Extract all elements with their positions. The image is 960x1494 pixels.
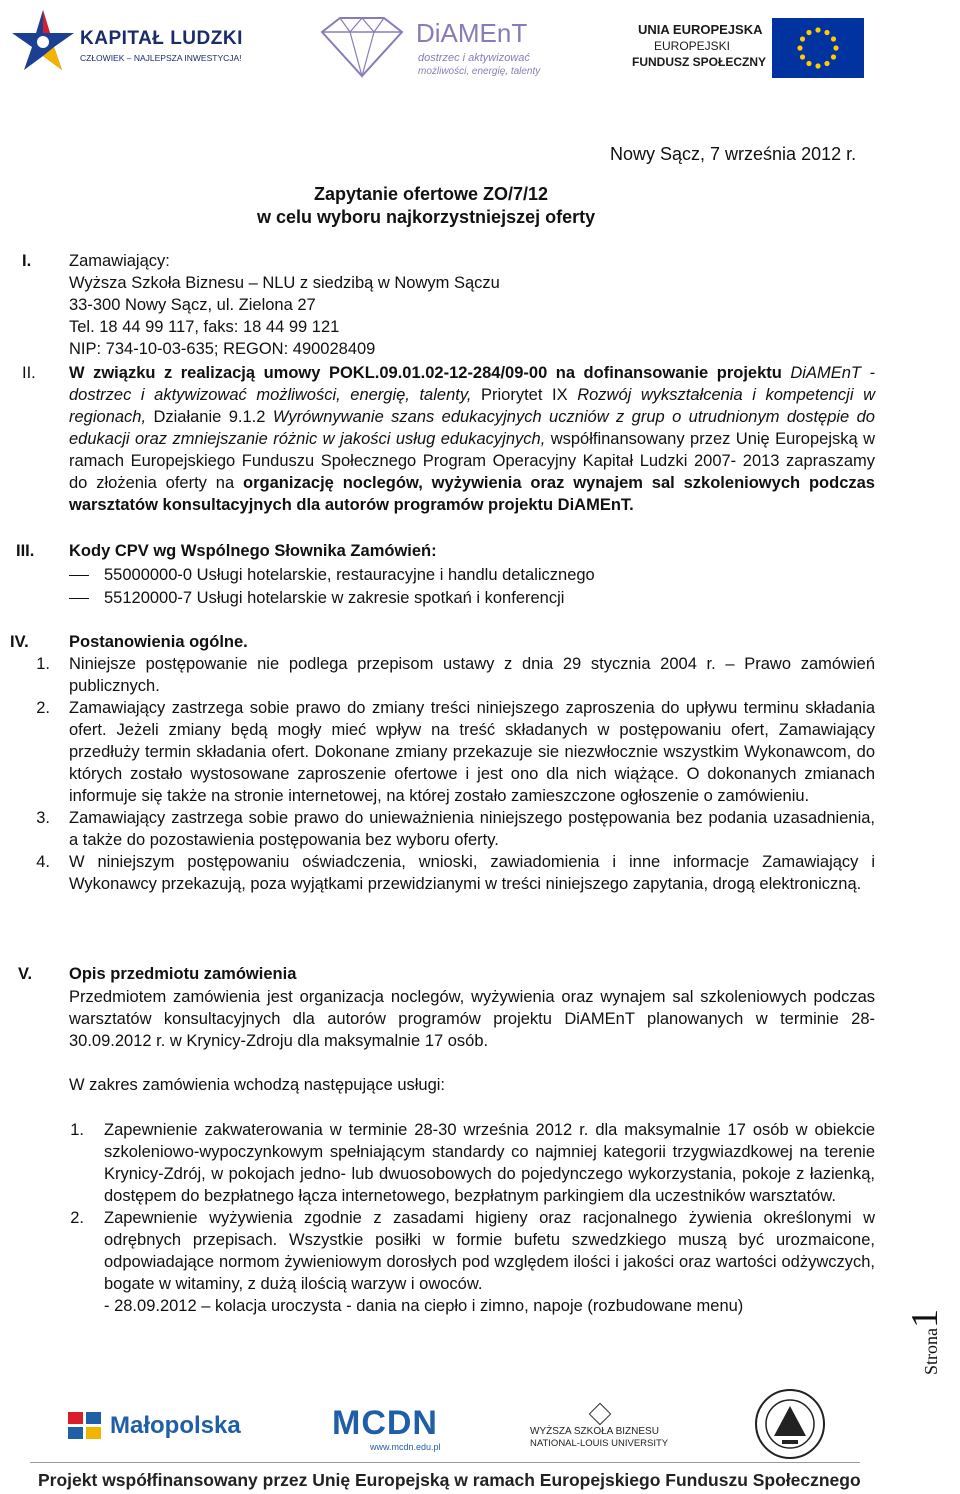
footer-text: Projekt współfinansowany przez Unię Europejską w ramach Europejskiego Funduszu Społecznego [38,1470,861,1490]
eu-line2: EUROPEJSKI [654,39,731,53]
document-date: Nowy Sącz, 7 września 2012 r. [610,144,857,164]
section2-body: współfinansowany przez Unię Europejską w ramach Europejskiego Funduszu Społecznego Program Operacyjny Kapitał Ludzki 2007- 2013 zapraszamy do złożenia oferty na [69,430,876,492]
cpv-item-text: 55120000-7 Usługi hotelarskie w zakresie spotkań i konferencji [104,589,565,607]
document-title-line1: Zapytanie ofertowe ZO/7/12 [314,184,549,204]
section2-action: Działanie 9.1.2 [146,408,273,426]
malopolska-emblem-icon [66,1408,106,1444]
list-item [0,851,875,895]
list-item [0,807,875,851]
cpv-item [69,564,869,586]
page-indicator [904,1290,960,1380]
document-title-line2: w celu wyboru najkorzystniejszej oferty [257,207,596,227]
diament-logo [312,14,552,84]
kapital-ludzki-logo [8,6,258,76]
section2-number: II. [22,364,36,382]
section1-line: Tel. 18 44 99 117, faks: 18 44 99 121 [69,318,340,336]
wsb-emblem-icon [589,1403,612,1426]
section4-list [0,653,875,895]
section2-paragraph [69,362,875,516]
cpv-item-text: 55000000-0 Usługi hotelarskie, restauracyjne i handlu detalicznego [104,566,595,584]
section5-list [0,1119,875,1317]
section1-line: 33-300 Nowy Sącz, ul. Zielona 27 [69,296,316,314]
section1-number: I. [22,252,32,270]
university-seal-icon [754,1388,826,1460]
section5-note: - 28.09.2012 – kolacja uroczysta - dania na ciepło i zimno, napoje (rozbudowane menu) [104,1297,744,1315]
section2-lead: W związku z realizacją umowy POKL.09.01.02-12-284/09-00 na dofinansowanie projektu [69,364,782,382]
cpv-list [69,564,869,609]
diamond-icon [312,14,412,80]
mcdn-logo [326,1404,496,1454]
section4-title: Postanowienia ogólne. [69,633,248,651]
section1-block [69,250,889,360]
list-item-text: W niniejszym postępowaniu oświadczenia, wnioski, zawiadomienia i inne informacje Zamawiający i Wykonawcy przekazują, poza wyjątkami przewidzianymi w treści niniejszego zapytania, drogą elektroniczną. [69,853,875,893]
kapital-ludzki-subtitle: CZŁOWIEK – NAJLEPSZA INWESTYCJA! [80,53,242,63]
page-label: Strona [921,1328,941,1375]
list-item-text: Zamawiający zastrzega sobie prawo do unieważnienia niniejszego postępowania bez podania uzasadnienia, a także do pozostawienia postępowania bez wyboru oferty. [69,809,875,849]
list-item-number: 4. [36,853,50,871]
list-item [0,1207,875,1295]
section5-intro2: W zakres zamówienia wchodzą następujące usługi: [69,1076,446,1094]
list-item [0,653,875,697]
section2-priority: Priorytet IX [471,386,578,404]
section2-project-name: DiAMEnT - dostrzec i aktywizować możliwości, energię, talenty, [69,364,875,404]
section1-line: Wyższa Szkoła Biznesu – NLU z siedzibą w Nowym Sączu [69,274,500,292]
list-item-number: 3. [36,809,50,827]
footer-divider [30,1462,860,1463]
section5-number: V. [18,965,33,983]
diament-title: DiAMEnT [416,18,528,48]
section1-line: NIP: 734-10-03-635; REGON: 490028409 [69,340,376,358]
list-item-number: 1. [36,655,50,673]
section3-number: III. [16,542,35,560]
list-item-text: Zapewnienie zakwaterowania w terminie 28-30 września 2012 r. dla maksymalnie 17 osób w obiekcie szkoleniowo-wypoczynkowym spełniającym standardy co najmniej kategorii trzygwiazdkowej na terenie Krynicy-Zdrój, w pokojach jedno- lub dwuosobowych do pojedynczego wykorzystania, pokoje z łazienką, dostępem do bezpłatnego łącza internetowego, bezpłatnym parkingiem dla uczestników warsztatów. [104,1121,875,1205]
section4-number: IV. [10,633,29,651]
wsb-line2: NATIONAL-LOUIS UNIVERSITY [530,1438,669,1449]
list-item-text: Zamawiający zastrzega sobie prawo do zmiany treści niniejszego zaproszenia do upływu terminu składania ofert. Jeżeli zmiany będą mogły mieć wpływ na treść składanych w postępowaniu ofert, Zamawiający przedłuży termin składania ofert. Dokonane zmiany przekazuje sie niezwłocznie wszystkim Wykonawcom, do których zostało wystosowane zaproszenie ofertowe i jest ono dla nich wiążące. O dokonanych zmianach informuje się także na stronie internetowej, na której zostało zamieszczone ogłoszenie o zamówieniu. [69,699,875,805]
eu-line3: FUNDUSZ SPOŁECZNY [632,55,767,69]
mcdn-title: MCDN [332,1404,438,1442]
section2-priority-name: Rozwój wykształcenia i kompetencji w regionach, [69,386,875,426]
kapital-ludzki-star-icon [8,6,78,76]
list-item-number: 1. [70,1121,84,1139]
wsb-line1: WYŻSZA SZKOŁA BIZNESU [530,1426,659,1437]
section2-subject: organizację noclegów, wyżywienia oraz wynajem sal szkoleniowych podczas warsztatów konsultacyjnych dla autorów programów projektu DiAMEnT. [69,474,875,514]
section1-label: Zamawiający: [69,252,170,270]
list-item [0,697,875,807]
wsb-logo [522,1418,692,1452]
diament-line1: dostrzec i aktywizować [418,52,530,64]
diament-line2: możliwości, energię, talenty [418,66,541,77]
section5-title: Opis przedmiotu zamówienia [69,965,297,983]
list-item [0,1119,875,1207]
list-item-text: Niniejsze postępowanie nie podlega przepisom ustawy z dnia 29 stycznia 2004 r. – Prawo zamówień publicznych. [69,655,875,695]
cpv-item [69,587,869,609]
list-item-number: 2. [36,699,50,717]
section5-intro: Przedmiotem zamówienia jest organizacja noclegów, wyżywienia oraz wynajem sal szkoleniowych podczas warsztatów konsultacyjnych dla autorów programów projektu DiAMEnT planowanych w terminie 28-30.09.2012 r. w Krynicy-Zdroju dla maksymalnie 17 osób. [69,988,875,1050]
eu-logo [630,20,870,80]
eu-flag-icon [772,18,864,78]
mcdn-url: www.mcdn.edu.pl [370,1442,441,1452]
malopolska-logo [66,1408,256,1448]
eu-line1: UNIA EUROPEJSKA [638,22,763,37]
kapital-ludzki-title: KAPITAŁ LUDZKI [80,28,243,49]
list-item-number: 2. [70,1209,84,1227]
page-number: 1 [904,1309,946,1328]
malopolska-title: Małopolska [110,1412,241,1439]
section3-title: Kody CPV wg Wspólnego Słownika Zamówień: [69,542,437,560]
list-item-text: Zapewnienie wyżywienia zgodnie z zasadami higieny oraz racjonalnego żywienia określonymi w odrębnych przepisach. Wszystkie posiłki w formie bufetu szwedzkiego muszą być urozmaicone, odpowiadające normom żywieniowym dorosłych pod względem ilości i jakości oraz wartości odżywczych, bogate w witaminy, z dużą ilością warzyw i owoców. [104,1209,875,1293]
section2-action-name: Wyrównywanie szans edukacyjnych uczniów z grup o utrudnionym dostępie do edukacji oraz zmniejszanie różnic w jakości usług edukacyjnych, [69,408,875,448]
